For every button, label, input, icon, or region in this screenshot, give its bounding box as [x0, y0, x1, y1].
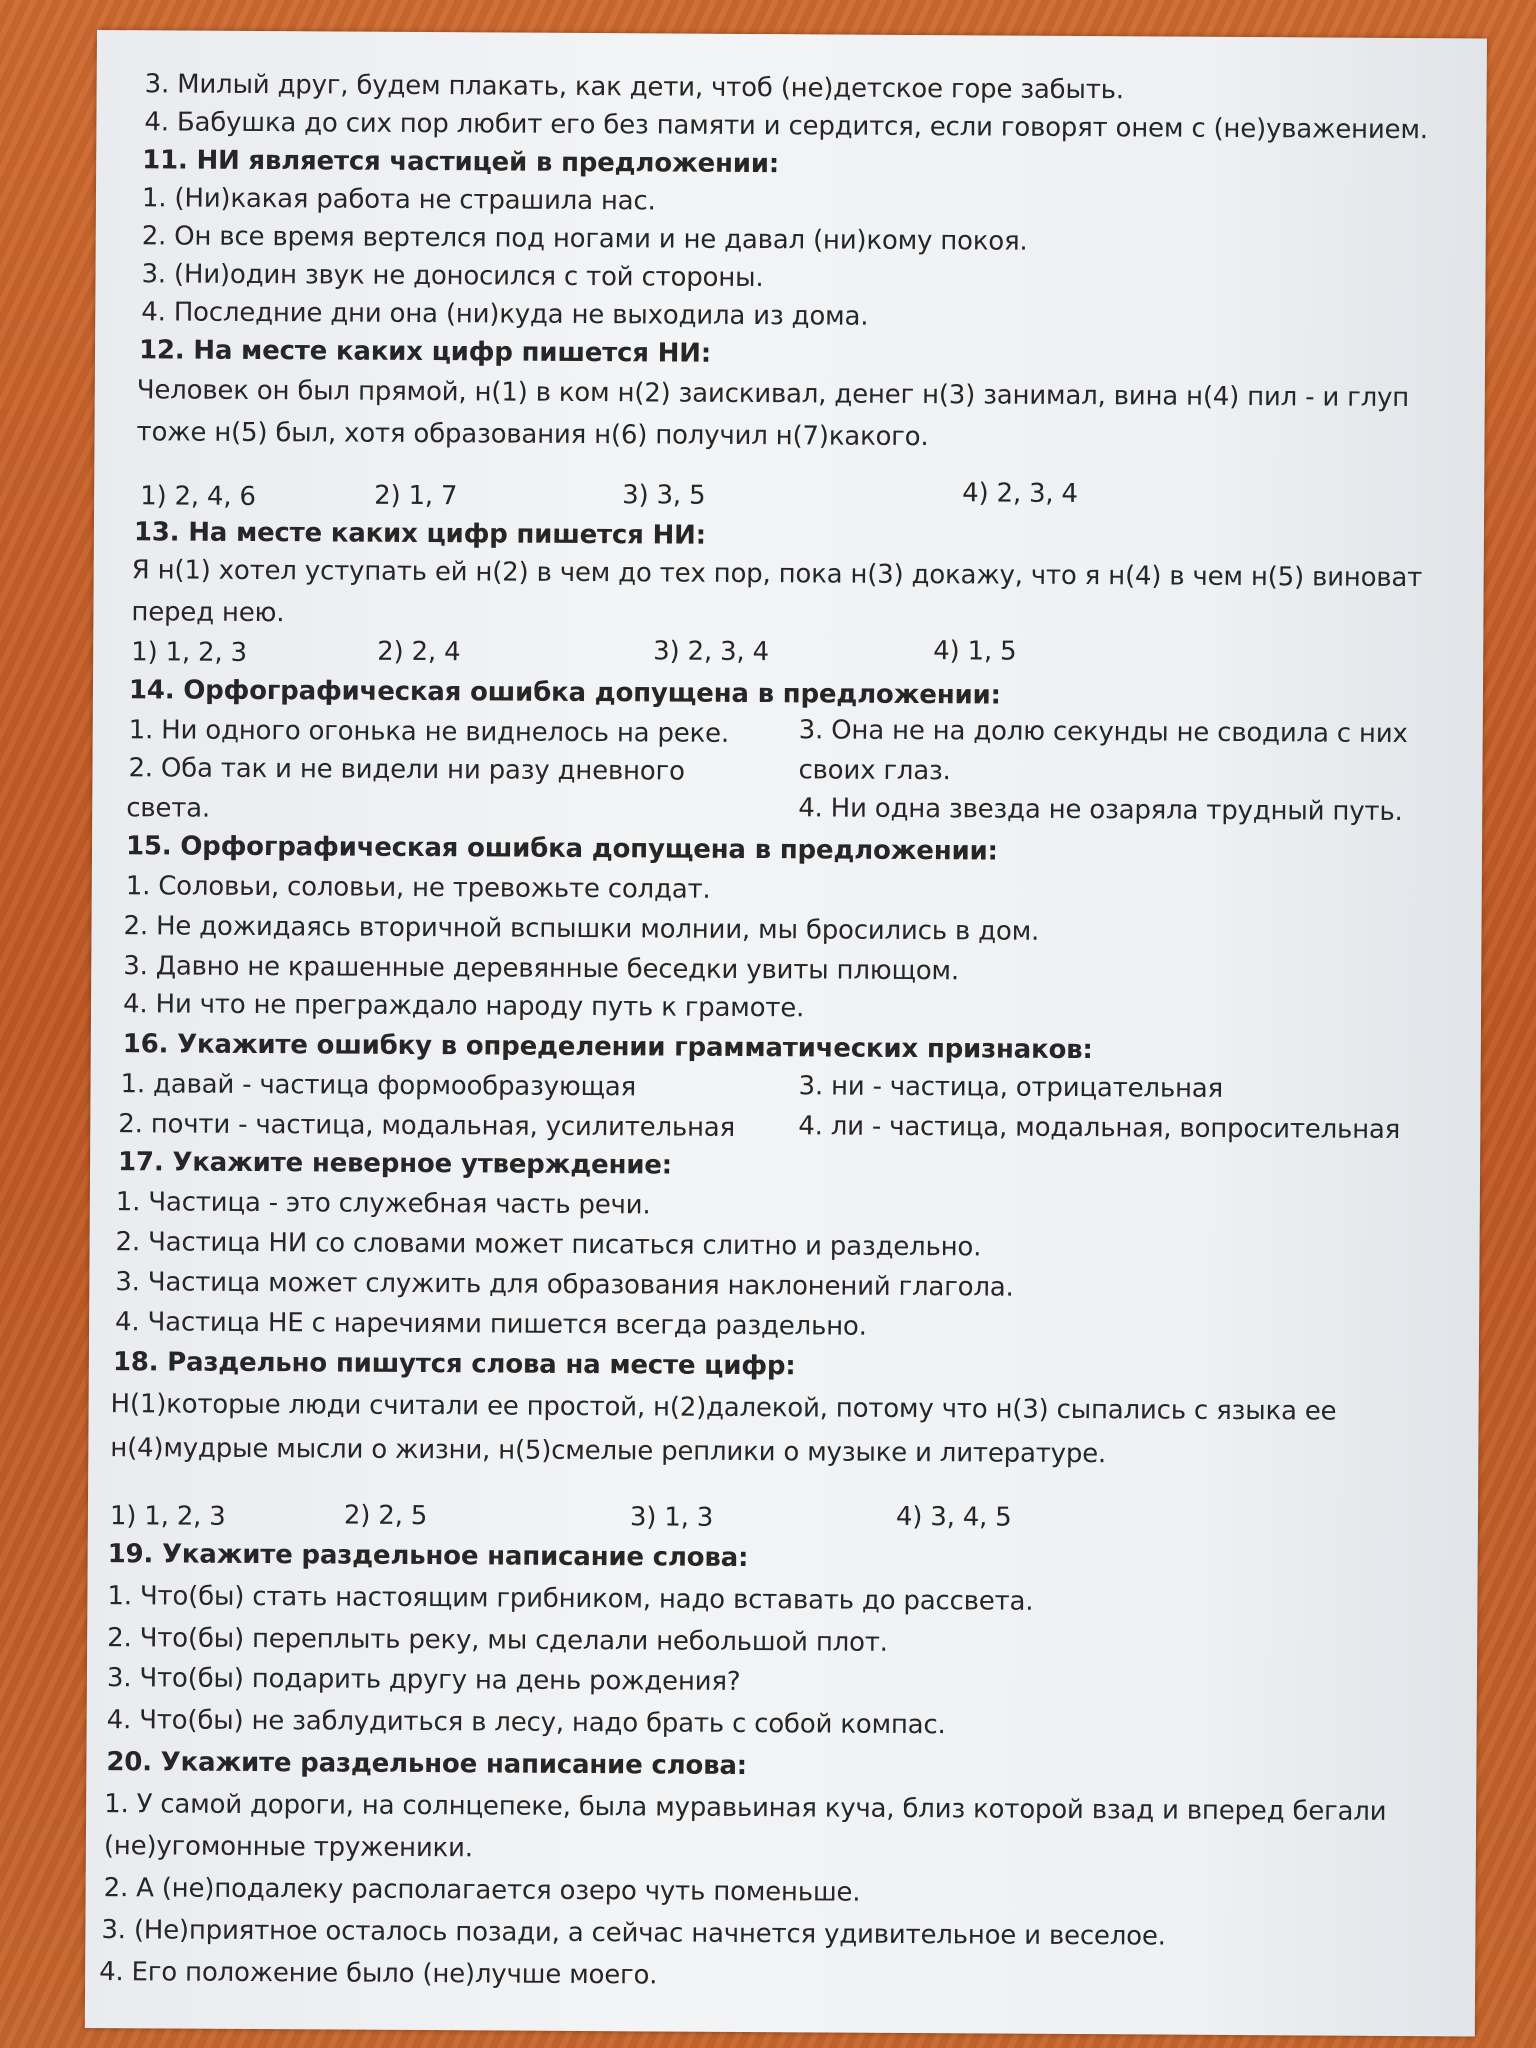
text-line: 4. Бабушка до сих пор любит его без памяти и сердится, если говорят онем с (не)уважением.	[144, 107, 1428, 146]
text-line: перед нею.	[131, 597, 285, 629]
text-line: 4) 1, 5	[933, 636, 1017, 667]
text-line: 3. Она не на долю секунды не сводила с них	[798, 715, 1408, 750]
text-line: 3. Давно не крашенные деревянные беседки увиты плющом.	[123, 951, 960, 987]
text-line: 1. Частица - это служебная часть речи.	[115, 1187, 651, 1221]
text-line: 4. ли - частица, модальная, вопросительная	[798, 1111, 1401, 1145]
text-line: 3. (Ни)один звук не доносился с той стороны.	[141, 259, 764, 294]
question-heading: 11. НИ является частицей в предложении:	[142, 145, 780, 180]
text-line: 3. Милый друг, будем плакать, как дети, чтоб (не)детское горе забыть.	[144, 69, 1124, 106]
text-line: своих глаз.	[798, 755, 951, 787]
text-line: 3) 3, 5	[622, 480, 706, 511]
text-line: 3. Частица может служить для образования наклонений глагола.	[115, 1267, 1014, 1303]
text-line: 1. давай - частица формообразующая	[120, 1069, 637, 1103]
question-heading: 14. Орфографическая ошибка допущена в предложении:	[128, 675, 1001, 711]
text-line: 4) 3, 4, 5	[895, 1501, 1012, 1533]
text-line: (не)угомонные труженики.	[103, 1831, 473, 1864]
text-line: 4. Ни одна звезда не озаряла трудный путь.	[798, 793, 1403, 827]
worksheet-text	[85, 30, 1487, 2036]
question-heading: 12. На месте каких цифр пишется НИ:	[138, 335, 712, 369]
text-line: 2. А (не)подалеку располагается озеро чуть поменьше.	[103, 1873, 861, 1908]
question-heading: 19. Укажите раздельное написание слова:	[107, 1539, 749, 1574]
paper-sheet	[85, 30, 1487, 2036]
text-line: Я н(1) хотел уступать ей н(2) в чем до тех пор, пока н(3) докажу, что я н(4) в чем н(5) виноват	[131, 555, 1423, 594]
text-line: 2) 1, 7	[374, 480, 458, 512]
text-line: 4. Что(бы) не заблудиться в лесу, надо брать с собой компас.	[106, 1705, 946, 1741]
text-line: 1. У самой дороги, на солнцепеке, была муравьиная куча, близ которой взад и вперед бегали	[104, 1789, 1387, 1827]
text-line: 3) 2, 3, 4	[653, 636, 769, 668]
text-line: 1. Соловьи, соловьи, не тревожьте солдат.	[125, 871, 711, 905]
text-line: 2. Частица НИ со словами может писаться слитно и раздельно.	[115, 1227, 982, 1263]
text-line: Н(1)которые люди считали ее простой, н(2)далекой, потому что н(3) сыпались с языка ее	[110, 1389, 1337, 1427]
text-line: 1. Ни одного огонька не виднелось на реке.	[128, 715, 730, 749]
text-line: 2. Он все время вертелся под ногами и не давал (ни)кому покоя.	[141, 221, 1028, 257]
text-line: 1. Что(бы) стать настоящим грибником, надо вставать до рассвета.	[107, 1581, 1034, 1617]
text-line: света.	[126, 793, 211, 824]
text-line: 4. Ни что не преграждало народу путь к грамоте.	[122, 989, 805, 1024]
question-heading: 18. Раздельно пишутся слова на месте цифр:	[112, 1347, 796, 1382]
text-line: 2. почти - частица, модальная, усилительная	[118, 1109, 736, 1143]
text-line: 2) 2, 5	[343, 1500, 428, 1532]
text-line: 3) 1, 3	[629, 1502, 714, 1533]
text-line: 4. Последние дни она (ни)куда не выходила из дома.	[141, 297, 869, 332]
text-line: 2) 2, 4	[377, 636, 461, 668]
text-line: тоже н(5) был, хотя образования н(6) получил н(7)какого.	[136, 417, 929, 453]
text-line: 1) 1, 2, 3	[109, 1501, 226, 1532]
text-line: 3. ни - частица, отрицательная	[798, 1071, 1224, 1104]
question-heading: 17. Укажите неверное утверждение:	[117, 1147, 673, 1181]
text-line: н(4)мудрые мысли о жизни, н(5)смелые реплики о музыке и литературе.	[110, 1433, 1107, 1470]
text-line: 3. (Не)приятное осталось позади, а сейчас начнется удивительное и веселое.	[101, 1915, 1166, 1952]
text-line: 4. Его положение было (не)лучше моего.	[99, 1957, 658, 1991]
question-heading: 16. Укажите ошибку в определении грамматических признаков:	[122, 1029, 1093, 1066]
text-line: 4) 2, 3, 4	[962, 478, 1078, 509]
text-line: 4. Частица НЕ с наречиями пишется всегда раздельно.	[115, 1307, 867, 1342]
text-line: 3. Что(бы) подарить другу на день рождения?	[106, 1663, 741, 1697]
text-line: 2. Что(бы) переплыть реку, мы сделали небольшой плот.	[107, 1623, 888, 1658]
text-line: 1) 2, 4, 6	[140, 481, 256, 512]
question-heading: 20. Укажите раздельное написание слова:	[106, 1747, 748, 1782]
text-line: Человек он был прямой, н(1) в ком н(2) заискивал, денег н(3) занимал, вина н(4) пил - и глуп	[136, 375, 1410, 414]
text-line: 1. (Ни)какая работа не страшила нас.	[141, 183, 656, 217]
question-heading: 13. На месте каких цифр пишется НИ:	[133, 517, 706, 551]
text-line: 1) 1, 2, 3	[131, 637, 247, 668]
text-line: 2. Не дожидаясь вторичной вспышки молнии, мы бросились в дом.	[123, 911, 1040, 947]
question-heading: 15. Орфографическая ошибка допущена в предложении:	[125, 831, 998, 867]
text-line: 2. Оба так и не видели ни разу дневного	[128, 753, 685, 787]
